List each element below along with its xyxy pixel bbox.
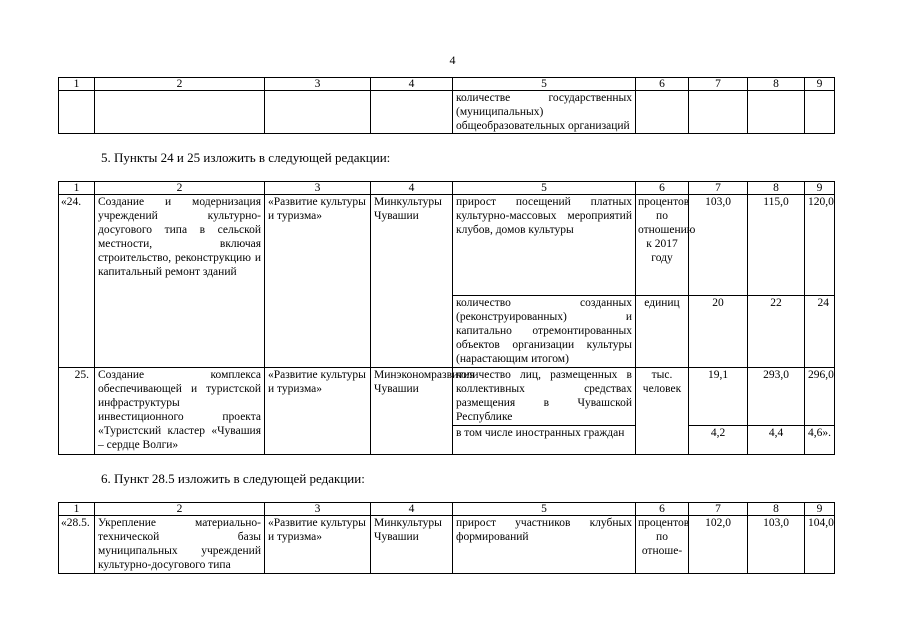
executor: Минкультуры Чувашии: [371, 195, 453, 368]
col-header: 7: [689, 182, 748, 195]
indicator-cell: прирост участников клубных формирований: [453, 516, 636, 574]
table-row: [59, 91, 835, 134]
indicator-cell: количестве государственных (муниципальных) общеобразовательных организаций: [453, 91, 636, 134]
value-cell: 120,0: [805, 195, 835, 296]
cell: [95, 91, 265, 134]
program-name: «Развитие культуры и туризма»: [265, 516, 371, 574]
col-header: 7: [689, 78, 748, 91]
value-cell: 102,0: [689, 516, 748, 574]
col-header: 4: [371, 78, 453, 91]
executor: Минэкономразвития Чувашии: [371, 368, 453, 455]
col-header: 1: [59, 78, 95, 91]
cell: [689, 91, 748, 134]
section-heading-5: 5. Пункты 24 и 25 изложить в следующей редакции:: [101, 150, 391, 165]
table-item-28-5: [58, 502, 835, 574]
item-name: Укрепление материально-технической базы муниципальных учреждений культурно-досугового типа: [95, 516, 265, 574]
item-number: 25.: [59, 368, 95, 455]
col-header: 5: [453, 503, 636, 516]
col-header: 3: [265, 182, 371, 195]
value-cell: 296,0: [805, 368, 835, 426]
value-cell: 293,0: [748, 368, 805, 426]
table-items-24-25: [58, 181, 835, 455]
table-continuation: [58, 77, 835, 134]
col-header: 8: [748, 503, 805, 516]
col-header: 1: [59, 182, 95, 195]
value-cell: 115,0: [748, 195, 805, 296]
unit-cell: тыс. человек: [636, 368, 689, 455]
table-row: [59, 368, 835, 426]
item-number: «28.5.: [59, 516, 95, 574]
page-number: 4: [449, 53, 456, 67]
col-header: 3: [265, 503, 371, 516]
col-header: 6: [636, 78, 689, 91]
col-header: 7: [689, 503, 748, 516]
value-cell: 4,6».: [805, 426, 835, 455]
col-header: 8: [748, 182, 805, 195]
item-name: Создание и модернизация учреждений культурно-досугового типа в сельской местности, включая строительство, реконструкцию и капитальный ремонт зданий: [95, 195, 265, 368]
table-row: [59, 195, 835, 296]
col-header: 4: [371, 182, 453, 195]
indicator-cell: количество лиц, размещенных в коллективных средствах размещения в Чувашской Республике: [453, 368, 636, 426]
value-cell: 103,0: [748, 516, 805, 574]
unit-cell: единиц: [636, 296, 689, 368]
col-header: 5: [453, 182, 636, 195]
value-cell: 4,2: [689, 426, 748, 455]
cell: [265, 91, 371, 134]
col-header: 4: [371, 503, 453, 516]
unit-cell: процентов по отношению к 2017 году: [636, 195, 689, 296]
col-header: 2: [95, 78, 265, 91]
col-header: 2: [95, 503, 265, 516]
cell: [636, 91, 689, 134]
section-heading-6: 6. Пункт 28.5 изложить в следующей редакции:: [101, 471, 365, 486]
value-cell: 24: [805, 296, 835, 368]
col-header: 8: [748, 78, 805, 91]
table-row: [59, 516, 835, 574]
program-name: «Развитие культуры и туризма»: [265, 195, 371, 368]
value-cell: 104,0: [805, 516, 835, 574]
unit-cell: процентов по отноше-: [636, 516, 689, 574]
value-cell: 22: [748, 296, 805, 368]
col-header: 3: [265, 78, 371, 91]
header-row: [59, 78, 835, 91]
cell: [59, 91, 95, 134]
value-cell: 20: [689, 296, 748, 368]
col-header: 5: [453, 78, 636, 91]
cell: [748, 91, 805, 134]
value-cell: 103,0: [689, 195, 748, 296]
value-cell: 4,4: [748, 426, 805, 455]
header-row: [59, 182, 835, 195]
col-header: 6: [636, 503, 689, 516]
item-name: Создание комплекса обеспечивающей и туристской инфраструктуры инвестиционного проекта «Туристский кластер «Чувашия – сердце Волги»: [95, 368, 265, 455]
col-header: 6: [636, 182, 689, 195]
indicator-cell: в том числе иностранных граждан: [453, 426, 636, 455]
cell: [805, 91, 835, 134]
cell: [371, 91, 453, 134]
indicator-cell: количество созданных (реконструированных) и капитально отремонтированных объектов организации культуры (нарастающим итогом): [453, 296, 636, 368]
value-cell: 19,1: [689, 368, 748, 426]
col-header: 1: [59, 503, 95, 516]
executor: Минкультуры Чувашии: [371, 516, 453, 574]
col-header: 9: [805, 182, 835, 195]
col-header: 9: [805, 503, 835, 516]
program-name: «Развитие культуры и туризма»: [265, 368, 371, 455]
item-number: «24.: [59, 195, 95, 368]
col-header: 2: [95, 182, 265, 195]
header-row: [59, 503, 835, 516]
col-header: 9: [805, 78, 835, 91]
indicator-cell: прирост посещений платных культурно-массовых мероприятий клубов, домов культуры: [453, 195, 636, 296]
